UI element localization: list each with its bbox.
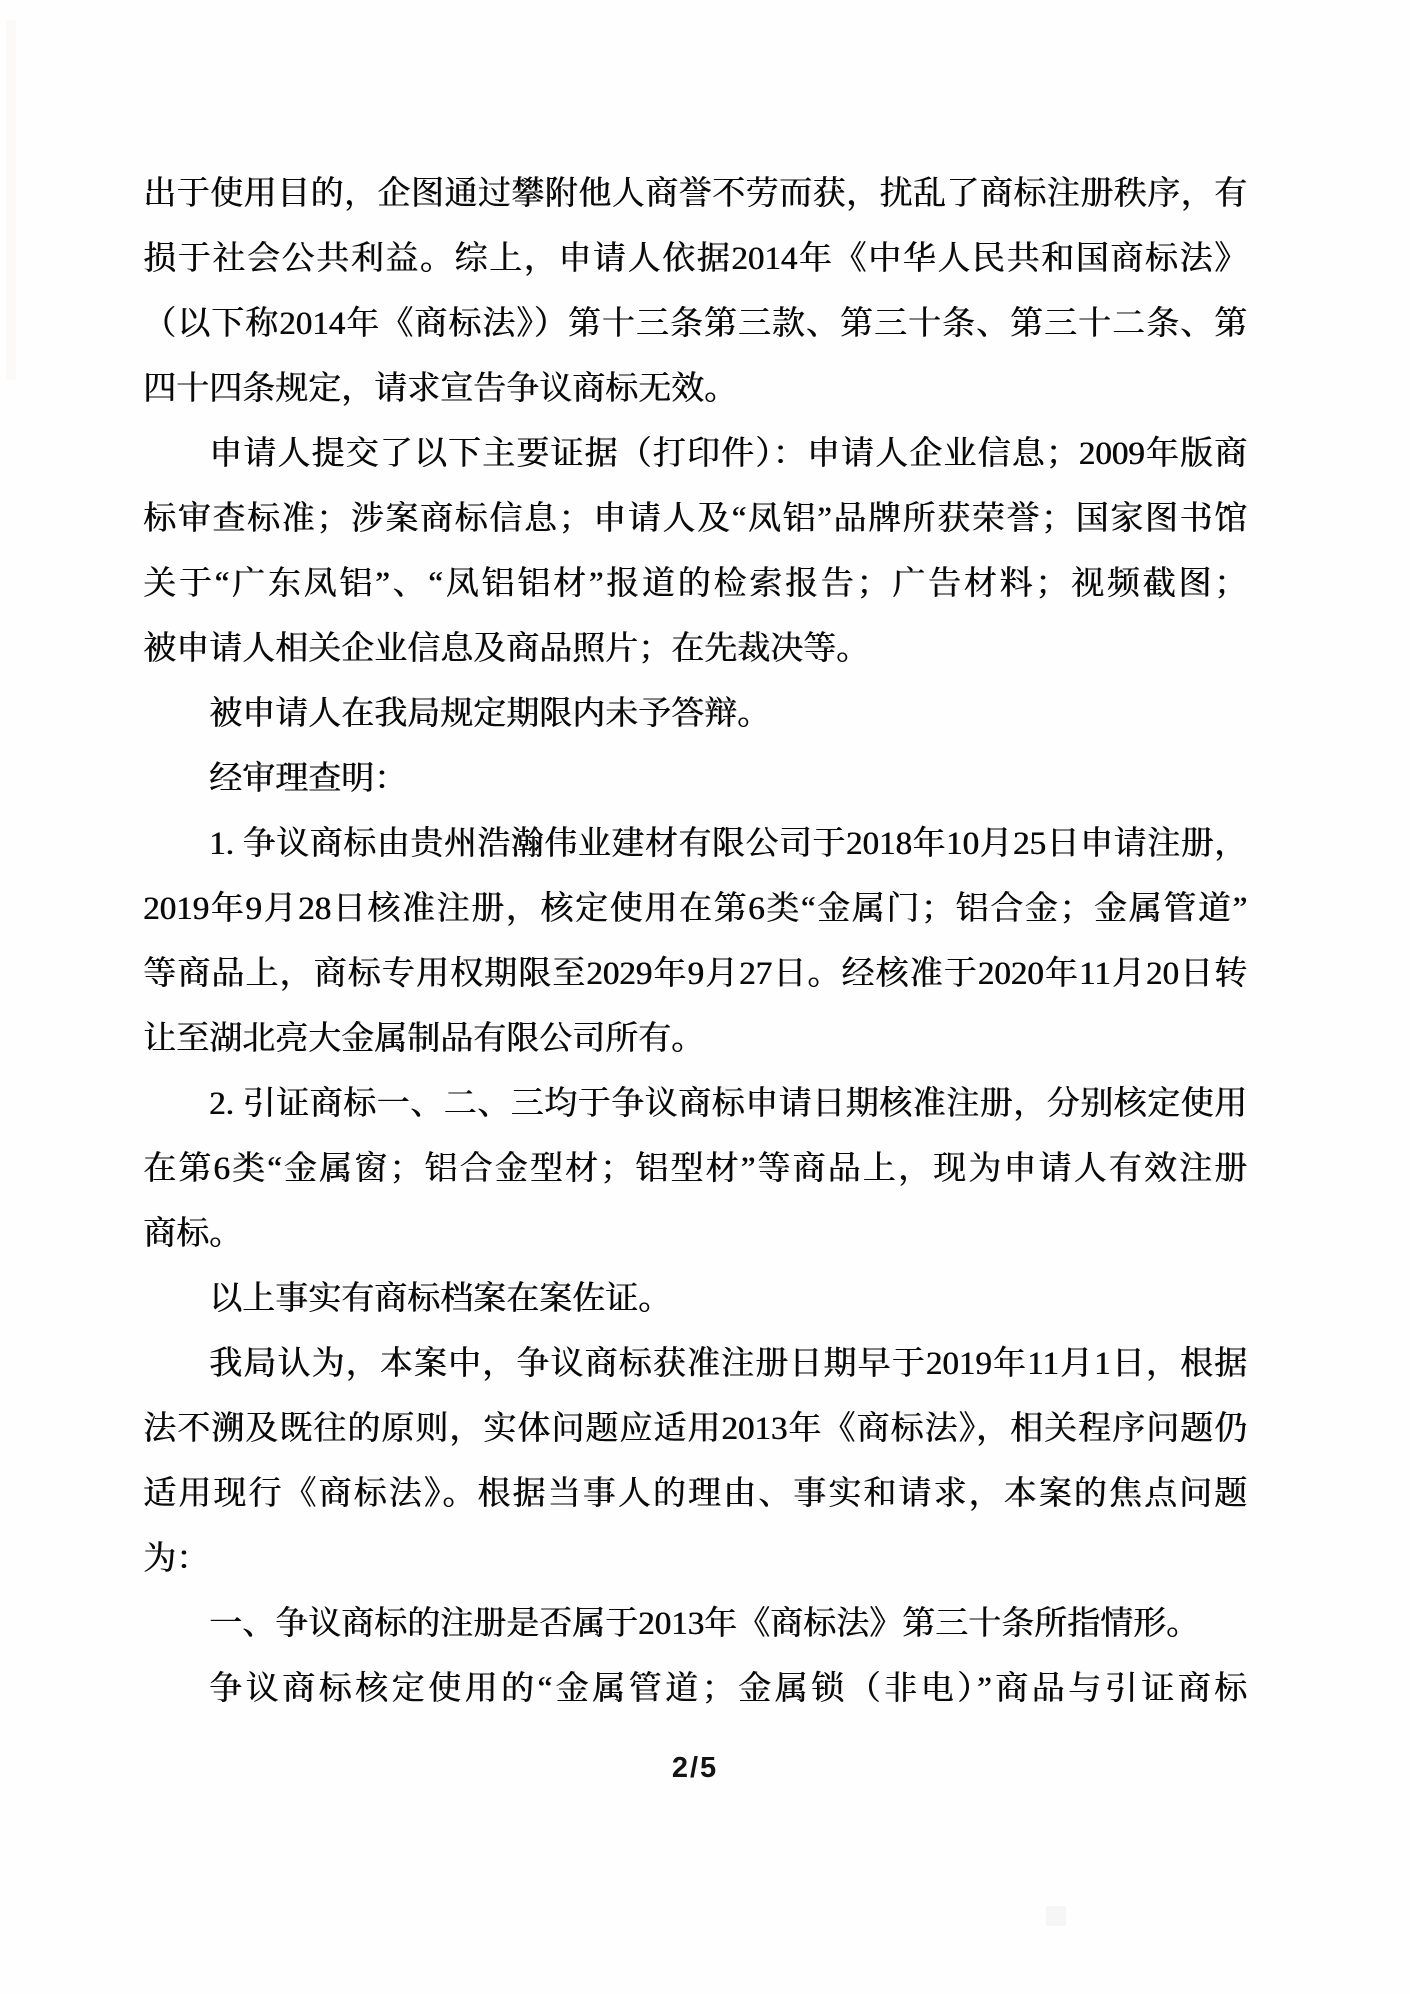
text-line: 适用现行《商标法》。根据当事人的理由、事实和请求，本案的焦点问题 [143,1476,1247,1512]
text-line: 申请人提交了以下主要证据（打印件）：申请人企业信息；2009年版商 [209,436,1247,472]
text-line: 在第6类“金属窗；铝合金型材；铝型材”等商品上，现为申请人有效注册 [143,1151,1247,1187]
text-line: 一、争议商标的注册是否属于2013年《商标法》第三十条所指情形。 [209,1606,1199,1642]
text-line: 2. 引证商标一、二、三均于争议商标申请日期核准注册，分别核定使用 [209,1086,1247,1122]
scan-edge-shadow [6,20,16,380]
text-line: 经审理查明： [209,761,407,797]
text-line: 被申请人在我局规定期限内未予答辩。 [209,696,770,732]
text-line: 标审查标准；涉案商标信息；申请人及“凤铝”品牌所获荣誉；国家图书馆 [143,501,1247,537]
scan-artifact [1046,1906,1066,1926]
text-line: 四十四条规定，请求宣告争议商标无效。 [143,371,737,407]
text-line: 以上事实有商标档案在案佐证。 [209,1281,671,1317]
page-number: 2/5 [671,1752,719,1784]
text-line: 等商品上，商标专用权期限至2029年9月27日。经核准于2020年11月20日转 [143,956,1247,992]
text-line: （以下称2014年《商标法》）第十三条第三款、第三十条、第三十二条、第 [143,306,1247,342]
text-line: 为： [143,1541,209,1577]
text-line: 争议商标核定使用的“金属管道；金属锁（非电）”商品与引证商标 [209,1671,1247,1707]
text-line: 关于“广东凤铝”、“凤铝铝材”报道的检索报告；广告材料；视频截图； [143,566,1247,602]
text-line: 2019年9月28日核准注册，核定使用在第6类“金属门；铝合金；金属管道” [143,891,1247,927]
text-line: 被申请人相关企业信息及商品照片；在先裁决等。 [143,631,869,667]
text-line: 出于使用目的，企图通过攀附他人商誉不劳而获，扰乱了商标注册秩序，有 [143,176,1247,212]
text-line: 1. 争议商标由贵州浩瀚伟业建材有限公司于2018年10月25日申请注册， [209,826,1247,862]
text-line: 商标。 [143,1216,242,1252]
text-line: 法不溯及既往的原则，实体问题应适用2013年《商标法》，相关程序问题仍 [143,1411,1247,1447]
text-line: 让至湖北亮大金属制品有限公司所有。 [143,1021,704,1057]
text-line: 损于社会公共利益。综上，申请人依据2014年《中华人民共和国商标法》 [143,241,1247,277]
text-line: 我局认为，本案中，争议商标获准注册日期早于2019年11月1日，根据 [209,1346,1247,1382]
document-body [143,162,1247,1722]
